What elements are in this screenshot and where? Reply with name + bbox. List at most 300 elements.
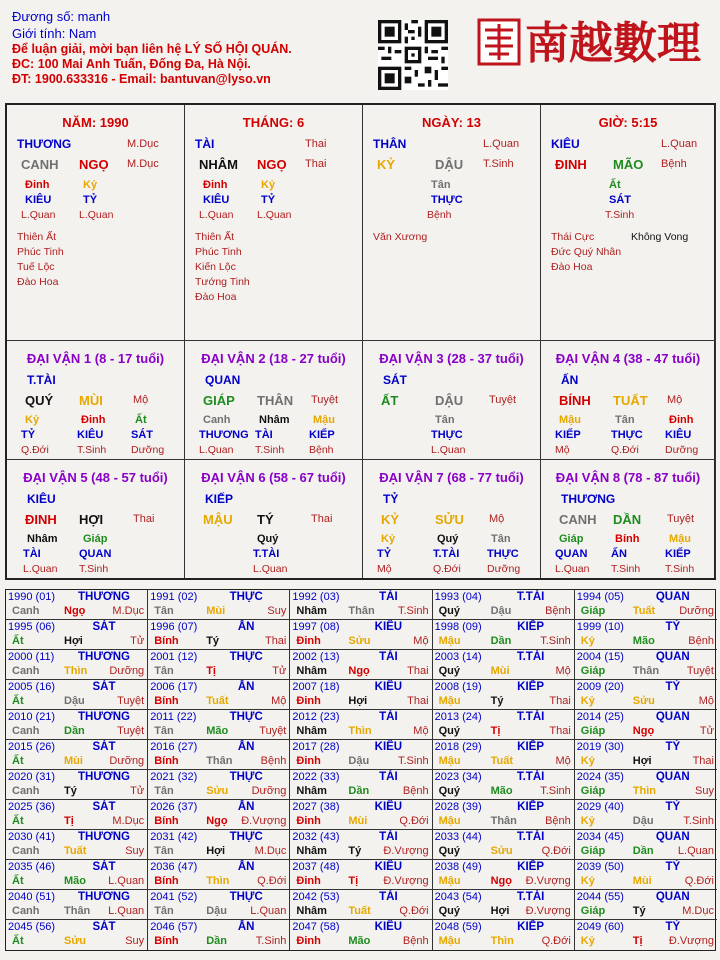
annual-branch: Tuất — [632, 605, 656, 617]
annual-branch: Thìn — [348, 725, 372, 737]
annual-ten-god: ẤN — [237, 861, 255, 873]
annual-ten-god: THỰC — [229, 651, 263, 663]
annual-stem: Nhâm — [296, 725, 327, 737]
annual-year: 2007 (18) — [292, 681, 340, 693]
annual-year: 2036 (47) — [150, 861, 198, 873]
great-luck-hidden-stem: Giáp — [83, 533, 108, 545]
annual-year: 2018 (29) — [434, 741, 482, 753]
annual-ten-god: THỰC — [229, 771, 263, 783]
annual-phase: Q.Đới — [399, 815, 429, 827]
annual-year: 2049 (60) — [576, 921, 624, 933]
annual-ten-god: KIẾP — [517, 681, 545, 693]
great-luck-branch: HỢI — [79, 512, 104, 527]
annual-year: 2003 (14) — [434, 651, 482, 663]
great-luck-hidden-ten-god: T.TÀI — [253, 548, 280, 560]
hidden-ten-god: KIÊU — [25, 194, 52, 206]
annual-year: 2026 (37) — [150, 801, 198, 813]
annual-phase: L.Quan — [250, 905, 287, 917]
annual-stem: Giáp — [580, 605, 606, 617]
annual-ten-god: THƯƠNG — [78, 651, 130, 663]
annual-luck-cell — [433, 620, 575, 650]
annual-luck-cell — [575, 650, 717, 680]
great-luck-hidden-phase: T.Sinh — [611, 563, 641, 575]
annual-branch: Sửu — [632, 695, 655, 707]
pillar-ten-god-state: L.Quan — [483, 138, 520, 150]
annual-stem: Đinh — [296, 875, 321, 887]
annual-year: 2005 (16) — [8, 681, 56, 693]
annual-luck-cell — [575, 710, 717, 740]
great-luck-branch: THÂN — [257, 393, 294, 408]
annual-luck-cell — [148, 590, 290, 620]
annual-luck-cell — [433, 860, 575, 890]
annual-ten-god: TÀI — [379, 891, 398, 903]
annual-luck-cell — [6, 710, 148, 740]
annual-year: 1996 (07) — [150, 621, 198, 633]
annual-year: 2031 (42) — [150, 831, 198, 843]
great-luck-hidden-ten-god: TỶ — [21, 429, 36, 441]
annual-branch: Mùi — [490, 665, 510, 677]
annual-year: 2000 (11) — [8, 651, 55, 663]
annual-stem: Canh — [12, 725, 40, 737]
annual-phase: Suy — [125, 935, 145, 947]
annual-year: 2034 (45) — [576, 831, 624, 843]
great-luck-hidden-stem: Đinh — [669, 414, 694, 426]
great-luck-hidden-ten-god: QUAN — [555, 548, 588, 560]
annual-stem: Kỷ — [580, 875, 595, 887]
annual-year: 2025 (36) — [8, 801, 56, 813]
great-luck-title: ĐẠI VẬN 8 (78 - 87 tuổi) — [555, 470, 701, 485]
great-luck-hidden-phase: T.Sinh — [77, 444, 107, 456]
pillar-heavenly-stem: KỶ — [377, 157, 396, 172]
great-luck-hidden-stem: Mậu — [313, 414, 335, 426]
great-luck-hidden-ten-god: KIẾP — [555, 429, 581, 441]
great-luck-hidden-phase: T.Sinh — [79, 563, 109, 575]
great-luck-state: Mộ — [133, 394, 149, 406]
great-luck-hidden-phase: Q.Đới — [611, 444, 639, 456]
annual-luck-cell — [148, 770, 290, 800]
annual-phase: Dưỡng — [679, 605, 714, 617]
annual-stem: Canh — [12, 665, 40, 677]
great-luck-ten-god: T.TÀI — [27, 373, 56, 387]
annual-stem: Canh — [12, 905, 40, 917]
annual-branch: Tuất — [348, 905, 371, 917]
great-luck-hidden-stem: Nhâm — [27, 533, 58, 545]
annual-year: 2022 (33) — [292, 771, 340, 783]
hidden-stem: Tân — [431, 179, 451, 191]
annual-luck-cell — [148, 650, 290, 680]
great-luck-state: Tuyệt — [667, 513, 695, 525]
annual-phase: Tử — [699, 725, 714, 737]
contact-phone-email[interactable]: ĐT: 1900.633316 - Email: bantuvan@lyso.vn — [12, 72, 271, 86]
annual-year: 2038 (49) — [434, 861, 482, 873]
annual-ten-god: T.TÀI — [516, 651, 545, 663]
great-luck-stem: ĐINH — [25, 512, 57, 527]
annual-stem: Nhâm — [296, 785, 327, 797]
annual-phase: M.Dục — [112, 815, 145, 827]
annual-stem: Bính — [154, 815, 179, 827]
annual-stem: Tân — [154, 785, 174, 797]
annual-phase: T.Sinh — [398, 755, 429, 767]
pillar-ten-god: THƯƠNG — [17, 137, 72, 151]
annual-ten-god: TÀI — [379, 711, 398, 723]
annual-ten-god: KIÊU — [374, 801, 403, 813]
annual-phase: Thai — [549, 695, 571, 707]
great-luck-cell — [7, 460, 185, 578]
annual-branch: Mùi — [206, 605, 226, 617]
annual-luck-cell — [6, 590, 148, 620]
great-luck-hidden-ten-god: ẤN — [611, 548, 627, 560]
great-luck-hidden-phase: Dưỡng — [131, 444, 165, 456]
annual-phase: Tử — [272, 665, 287, 677]
annual-ten-god: KIẾP — [517, 741, 545, 753]
great-luck-ten-god: KIẾP — [205, 492, 234, 506]
annual-luck-cell — [290, 620, 432, 650]
annual-luck-cell — [290, 680, 432, 710]
annual-phase: Mộ — [698, 695, 714, 707]
annual-branch: Mùi — [632, 875, 652, 887]
annual-phase: T.Sinh — [540, 785, 571, 797]
annual-luck-cell — [6, 830, 148, 860]
annual-ten-god: TÀI — [379, 831, 398, 843]
great-luck-hidden-stem: Giáp — [559, 533, 584, 545]
annual-phase: Suy — [695, 785, 714, 797]
annual-branch: Dậu — [348, 755, 370, 767]
great-luck-branch: MÙI — [79, 393, 103, 408]
annual-stem: Canh — [12, 605, 40, 617]
annual-year: 2045 (56) — [8, 921, 56, 933]
annual-stem: Giáp — [580, 725, 606, 737]
annual-branch: Tị — [632, 935, 643, 947]
annual-phase: Mộ — [271, 695, 287, 707]
bazi-chart — [5, 103, 716, 580]
great-luck-ten-god: KIÊU — [27, 492, 56, 506]
annual-phase: Suy — [267, 605, 287, 617]
great-luck-hidden-ten-god: KIÊU — [665, 429, 692, 441]
great-luck-hidden-phase: Dưỡng — [487, 563, 521, 575]
annual-year: 2021 (32) — [150, 771, 198, 783]
annual-branch: Thân — [348, 605, 375, 617]
annual-luck-cell — [433, 890, 575, 920]
great-luck-hidden-phase: L.Quan — [199, 444, 234, 456]
annual-branch: Dậu — [206, 905, 227, 917]
annual-phase: T.Sinh — [683, 815, 714, 827]
great-luck-title: ĐẠI VẬN 2 (18 - 27 tuổi) — [201, 351, 346, 366]
annual-stem: Ất — [12, 695, 24, 707]
annual-phase: Mộ — [555, 665, 571, 677]
annual-phase: Bệnh — [545, 605, 571, 617]
annual-ten-god: TÀI — [379, 591, 398, 603]
annual-ten-god: THỰC — [229, 711, 263, 723]
annual-ten-god: KIẾP — [517, 801, 545, 813]
annual-year: 1999 (10) — [576, 621, 624, 633]
annual-stem: Tân — [154, 665, 174, 677]
great-luck-hidden-stem: Kỷ — [381, 533, 396, 545]
annual-stem: Bính — [154, 755, 179, 767]
annual-luck-cell — [575, 830, 717, 860]
annual-phase: Q.Đới — [541, 845, 571, 857]
annual-stem: Bính — [154, 935, 179, 947]
annual-luck-cell — [148, 860, 290, 890]
annual-stem: Giáp — [580, 785, 606, 797]
annual-year: 2016 (27) — [150, 741, 198, 753]
annual-ten-god: QUAN — [655, 831, 690, 843]
annual-ten-god: SÁT — [92, 801, 116, 813]
annual-ten-god: SÁT — [92, 741, 116, 753]
annual-branch: Dần — [348, 785, 370, 797]
annual-branch: Ngọ — [490, 875, 512, 887]
logo-text: 南越數理 — [525, 18, 701, 69]
annual-phase: Đ.Vượng — [241, 815, 287, 827]
annual-ten-god: ẤN — [237, 741, 255, 753]
annual-branch: Ngọ — [632, 725, 655, 737]
brand-logo — [477, 10, 707, 72]
pillar-ten-god: KIÊU — [551, 137, 580, 151]
great-luck-state: Mộ — [489, 513, 505, 525]
annual-stem: Mậu — [438, 815, 461, 827]
annual-ten-god: QUAN — [655, 591, 690, 603]
annual-branch: Sửu — [206, 785, 229, 797]
annual-branch: Mão — [206, 725, 229, 737]
annual-year: 2012 (23) — [292, 711, 340, 723]
special-star: Đào Hoa — [195, 291, 237, 303]
annual-ten-god: TỶ — [665, 921, 681, 933]
annual-phase: L.Quan — [108, 905, 145, 917]
annual-stem: Nhâm — [296, 905, 327, 917]
pillar-branch-state: Thai — [305, 158, 327, 170]
annual-phase: Bệnh — [402, 935, 429, 947]
annual-phase: M.Dục — [112, 605, 145, 617]
great-luck-branch: SỬU — [435, 512, 464, 527]
annual-phase: Mộ — [413, 725, 429, 737]
annual-ten-god: THƯƠNG — [78, 891, 130, 903]
annual-branch: Mùi — [64, 755, 83, 767]
great-luck-stem: CANH — [559, 512, 597, 527]
annual-branch: Mão — [632, 635, 655, 647]
annual-year: 2015 (26) — [8, 741, 56, 753]
qr-code-icon[interactable] — [378, 20, 448, 90]
annual-year: 2039 (50) — [576, 861, 624, 873]
annual-stem: Quý — [438, 665, 460, 677]
pillar-earthly-branch: MÃO — [613, 157, 644, 172]
annual-stem: Tân — [154, 725, 174, 737]
annual-ten-god: SÁT — [92, 681, 116, 693]
annual-luck-cell — [148, 830, 290, 860]
annual-year: 2004 (15) — [576, 651, 624, 663]
annual-stem: Giáp — [580, 845, 606, 857]
pillar-heavenly-stem: NHÂM — [199, 157, 238, 172]
pillar-cell — [363, 105, 541, 341]
annual-stem: Đinh — [296, 755, 321, 767]
annual-stem: Tân — [154, 605, 174, 617]
hidden-ten-god: THỰC — [431, 194, 463, 206]
annual-phase: Tuyệt — [117, 725, 145, 737]
great-luck-hidden-phase: Dưỡng — [665, 444, 699, 456]
great-luck-stem: MẬU — [203, 512, 233, 527]
annual-year: 2042 (53) — [292, 891, 340, 903]
annual-ten-god: SÁT — [92, 921, 116, 933]
annual-phase: Đ.Vượng — [525, 905, 571, 917]
special-star: Phúc Tinh — [17, 246, 64, 258]
great-luck-cell — [185, 460, 363, 578]
hidden-phase: L.Quan — [79, 209, 114, 221]
annual-stem: Tân — [154, 845, 174, 857]
pillar-earthly-branch: DẬU — [435, 157, 464, 172]
great-luck-hidden-phase: Q.Đới — [433, 563, 461, 575]
great-luck-hidden-phase: Bệnh — [309, 444, 334, 456]
annual-branch: Tuất — [206, 695, 229, 707]
annual-luck-cell — [290, 770, 432, 800]
annual-year: 2047 (58) — [292, 921, 340, 933]
annual-phase: Q.Đới — [684, 875, 714, 887]
annual-branch: Tị — [490, 725, 501, 737]
annual-phase: M.Dục — [254, 845, 287, 857]
hidden-ten-god: KIÊU — [203, 194, 230, 206]
great-luck-state: Thai — [311, 513, 333, 525]
pillar-title: GIỜ: 5:15 — [598, 115, 658, 130]
pillar-cell — [541, 105, 716, 341]
hidden-phase: L.Quan — [21, 209, 56, 221]
annual-ten-god: KIẾP — [517, 921, 545, 933]
annual-branch: Thìn — [206, 875, 230, 887]
hidden-stem: Kỷ — [261, 179, 276, 191]
annual-year: 2019 (30) — [576, 741, 624, 753]
great-luck-title: ĐẠI VẬN 1 (8 - 17 tuổi) — [26, 351, 165, 366]
annual-stem: Bính — [154, 695, 179, 707]
pillar-cell — [185, 105, 363, 341]
hidden-stem: Kỷ — [83, 179, 98, 191]
annual-ten-god: KIÊU — [374, 861, 403, 873]
great-luck-hidden-stem: Quý — [257, 533, 279, 545]
pillar-ten-god-state: M.Dục — [127, 138, 159, 150]
special-star: Tuế Lộc — [17, 261, 55, 273]
annual-phase: Thai — [264, 635, 287, 647]
annual-ten-god: KIÊU — [374, 621, 403, 633]
annual-luck-cell — [290, 830, 432, 860]
annual-year: 2029 (40) — [576, 801, 624, 813]
annual-year: 2027 (38) — [292, 801, 340, 813]
great-luck-hidden-stem: Mậu — [559, 414, 581, 426]
hidden-phase: Bệnh — [427, 209, 452, 221]
annual-luck-cell — [433, 590, 575, 620]
great-luck-state: Mộ — [667, 394, 683, 406]
annual-ten-god: SÁT — [92, 621, 116, 633]
special-star: Phúc Tinh — [195, 246, 242, 258]
annual-phase: Dưỡng — [251, 785, 287, 797]
annual-year: 2028 (39) — [434, 801, 482, 813]
annual-year: 2017 (28) — [292, 741, 340, 753]
annual-luck-cell — [290, 650, 432, 680]
annual-branch: Hợi — [348, 695, 368, 707]
annual-phase: Thai — [407, 695, 429, 707]
special-star: Tướng Tinh — [195, 276, 250, 288]
special-star: Đào Hoa — [551, 261, 593, 273]
annual-branch: Sửu — [348, 635, 371, 647]
special-star: Thái Cực — [551, 231, 595, 243]
annual-ten-god: THƯƠNG — [78, 591, 130, 603]
annual-luck-cell — [575, 890, 717, 920]
annual-year: 2009 (20) — [576, 681, 624, 693]
annual-year: 2046 (57) — [150, 921, 198, 933]
annual-stem: Quý — [438, 845, 460, 857]
annual-luck-cell — [575, 680, 717, 710]
pillar-ten-god-state: Thai — [305, 138, 327, 150]
special-star: Đức Quý Nhân — [551, 246, 622, 258]
pillar-heavenly-stem: CANH — [21, 157, 59, 172]
annual-branch: Tuất — [64, 845, 87, 857]
annual-year: 2048 (59) — [434, 921, 482, 933]
annual-stem: Ất — [12, 935, 24, 947]
annual-stem: Đinh — [296, 695, 321, 707]
great-luck-branch: DẦN — [613, 512, 642, 527]
annual-phase: Suy — [125, 845, 145, 857]
annual-luck-cell — [433, 800, 575, 830]
annual-branch: Ngọ — [206, 815, 228, 827]
annual-stem: Ất — [12, 755, 24, 767]
annual-year: 2037 (48) — [292, 861, 340, 873]
great-luck-hidden-stem: Tân — [491, 533, 511, 545]
annual-stem: Kỷ — [580, 815, 595, 827]
annual-branch: Ngọ — [64, 605, 86, 617]
annual-branch: Dậu — [490, 605, 512, 617]
annual-branch: Hợi — [632, 755, 652, 767]
great-luck-hidden-stem: Đinh — [81, 414, 106, 426]
annual-luck-cell — [290, 740, 432, 770]
annual-phase: Tuyệt — [259, 725, 287, 737]
owner-gender: Giới tính: Nam — [12, 26, 97, 41]
annual-branch: Hợi — [490, 905, 510, 917]
annual-luck-cell — [575, 740, 717, 770]
great-luck-title: ĐẠI VẬN 7 (68 - 77 tuổi) — [379, 470, 524, 485]
great-luck-hidden-phase: Q.Đới — [21, 444, 49, 456]
annual-luck-cell — [290, 890, 432, 920]
annual-year: 2014 (25) — [576, 711, 624, 723]
annual-phase: Thai — [549, 725, 571, 737]
annual-phase: Đ.Vượng — [525, 875, 571, 887]
annual-phase: Mộ — [413, 635, 429, 647]
annual-stem: Giáp — [580, 665, 606, 677]
annual-year: 1993 (04) — [434, 591, 482, 603]
annual-branch: Sửu — [490, 845, 513, 857]
annual-year: 1998 (09) — [434, 621, 482, 633]
great-luck-hidden-stem: Kỷ — [25, 414, 40, 426]
great-luck-branch: DẬU — [435, 393, 464, 408]
annual-luck-cell — [148, 800, 290, 830]
annual-luck-cell — [290, 800, 432, 830]
annual-phase: Tử — [130, 785, 145, 797]
annual-phase: Đ.Vượng — [383, 845, 429, 857]
hidden-phase: T.Sinh — [605, 209, 635, 221]
annual-year: 2024 (35) — [576, 771, 624, 783]
annual-year: 2002 (13) — [292, 651, 340, 663]
pillar-earthly-branch: NGỌ — [79, 157, 109, 172]
annual-phase: L.Quan — [677, 845, 714, 857]
annual-stem: Mậu — [438, 695, 461, 707]
annual-branch: Hợi — [206, 845, 226, 857]
annual-branch: Tý — [64, 785, 77, 797]
annual-phase: Tuyệt — [117, 695, 145, 707]
great-luck-hidden-ten-god: TÀI — [23, 548, 41, 560]
annual-luck-cell — [148, 890, 290, 920]
annual-year: 1990 (01) — [8, 591, 56, 603]
annual-stem: Mậu — [438, 935, 461, 947]
pillar-heavenly-stem: ĐINH — [555, 157, 587, 172]
pillar-ten-god: THÂN — [373, 137, 407, 151]
annual-luck-cell — [6, 680, 148, 710]
annual-phase: Mộ — [555, 755, 571, 767]
annual-branch: Tý — [632, 905, 646, 917]
annual-stem: Quý — [438, 605, 460, 617]
annual-ten-god: ẤN — [237, 681, 255, 693]
